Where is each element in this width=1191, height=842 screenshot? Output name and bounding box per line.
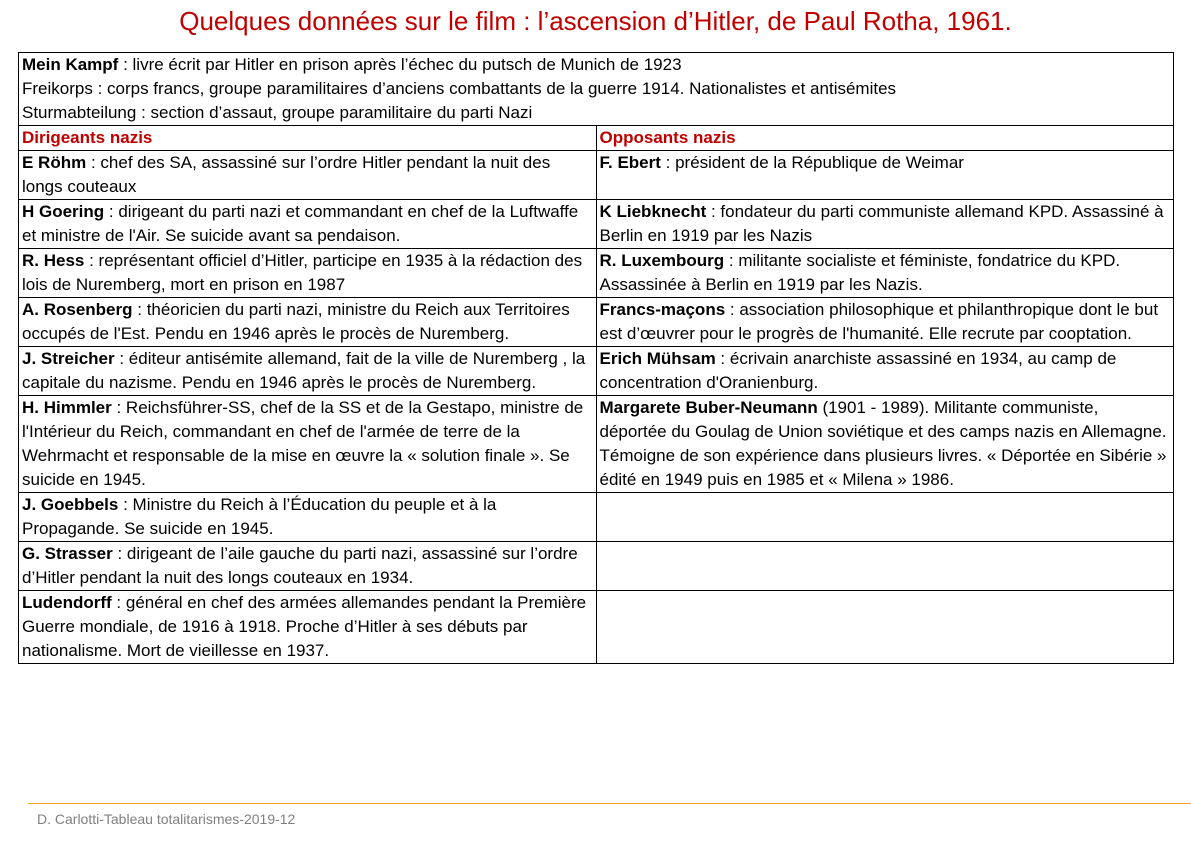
table-row [19,542,1174,591]
person-name: Francs-maçons [599,300,726,319]
left-cell [19,542,597,591]
definitions-row [19,53,1174,126]
person-name: R. Luxembourg [599,251,725,270]
person-desc: : écrivain anarchiste assassiné en 1934, au camp de concentration d'Oranienburg. [599,349,1117,392]
person-name: Ludendorff [22,593,112,612]
person-desc: : général en chef des armées allemandes pendant la Première Guerre mondiale, de 1916 à 1918. Proche d’Hitler à ses débuts par nationalisme. Mort de vieillesse en 1937. [22,593,587,660]
person-name: E Röhm [22,153,87,172]
left-cell [19,493,597,542]
header-dirigeants: Dirigeants nazis [19,126,597,151]
header-opposants: Opposants nazis [596,126,1174,151]
right-cell [596,298,1174,347]
table-row [19,493,1174,542]
footer-credit: D. Carlotti-Tableau totalitarismes-2019-12 [37,811,296,827]
definition-item [22,77,1170,101]
person-desc: : président de la République de Weimar [660,153,964,172]
left-cell [19,200,597,249]
left-cell [19,151,597,200]
person-desc: : théoricien du parti nazi, ministre du Reich aux Territoires occupés de l'Est. Pendu en 1946 après le procès de Nuremberg. [22,300,570,343]
page-title: Quelques données sur le film : l’ascension d’Hitler, de Paul Rotha, 1961. [179,6,1012,36]
person-desc: : Reichsführer-SS, chef de la SS et de la Gestapo, ministre de l'Intérieur du Reich, commandant en chef de l'armée de terre de la Wehrmacht et responsable de la mise en œuvre la « solution finale ». Se suicide en 1945. [22,398,584,489]
right-cell [596,396,1174,493]
person-desc: : représentant officiel d’Hitler, participe en 1935 à la rédaction des lois de Nuremberg, mort en prison en 1987 [22,251,583,294]
person-desc: : chef des SA, assassiné sur l’ordre Hitler pendant la nuit des longs couteaux [22,153,551,196]
definition-item [22,53,1170,77]
table-row [19,200,1174,249]
person-desc: : dirigeant du parti nazi et commandant en chef de la Luftwaffe et ministre de l'Air. Se suicide avant sa pendaison. [22,202,579,245]
definition-text: Sturmabteilung : section d’assaut, groupe paramilitaire du parti Nazi [22,103,533,122]
right-cell-empty [596,542,1174,591]
right-cell [596,347,1174,396]
data-table [18,52,1174,664]
person-desc: : militante socialiste et féministe, fondatrice du KPD. Assassinée à Berlin en 1919 par les Nazis. [599,251,1121,294]
right-cell-empty [596,493,1174,542]
person-name: J. Streicher [22,349,115,368]
person-name: F. Ebert [599,153,661,172]
definition-term: Mein Kampf [22,55,119,74]
person-name: H. Himmler [22,398,112,417]
person-desc: (1901 - 1989). Militante communiste, déportée du Goulag de Union soviétique et des camps nazis en Allemagne. Témoigne de son expérience dans plusieurs livres. « Déportée en Sibérie » édité en 1949 puis en 1985 et « Milena » 1986. [599,398,1167,489]
left-cell [19,591,597,664]
person-name: K Liebknecht [599,202,707,221]
person-name: G. Strasser [22,544,113,563]
header-row [19,126,1174,151]
table-row [19,151,1174,200]
person-name: Erich Mühsam [599,349,716,368]
person-name: H Goering [22,202,105,221]
person-desc: : fondateur du parti communiste allemand KPD. Assassiné à Berlin en 1919 par les Nazis [599,202,1164,245]
table-row [19,347,1174,396]
right-cell [596,200,1174,249]
left-cell [19,249,597,298]
definition-text: Freikorps : corps francs, groupe paramilitaires d’anciens combattants de la guerre 1914. Nationalistes et antisémites [22,79,897,98]
left-cell [19,347,597,396]
table-row [19,591,1174,664]
definition-text: : livre écrit par Hitler en prison après l’échec du putsch de Munich de 1923 [118,55,682,74]
left-cell [19,396,597,493]
right-cell [596,249,1174,298]
right-cell [596,151,1174,200]
person-name: A. Rosenberg [22,300,133,319]
table-row [19,298,1174,347]
person-desc: : dirigeant de l’aile gauche du parti nazi, assassiné sur l’ordre d’Hitler pendant la nuit des longs couteaux en 1934. [22,544,578,587]
person-desc: : association philosophique et philanthropique dont le but est d’œuvrer pour le progrès de l'humanité. Elle recrute par cooptation. [599,300,1159,343]
definitions-cell [19,53,1174,126]
right-cell-empty [596,591,1174,664]
person-name: J. Goebbels [22,495,119,514]
person-desc: : Ministre du Reich à l’Éducation du peuple et à la Propagande. Se suicide en 1945. [22,495,497,538]
person-name: Margarete Buber-Neumann [599,398,818,417]
definition-item [22,101,1170,125]
table-row [19,249,1174,298]
person-desc: : éditeur antisémite allemand, fait de la ville de Nuremberg , la capitale du nazisme. Pendu en 1946 après le procès de Nuremberg. [22,349,586,392]
left-cell [19,298,597,347]
footer-divider [28,803,1191,804]
table-row [19,396,1174,493]
person-name: R. Hess [22,251,85,270]
